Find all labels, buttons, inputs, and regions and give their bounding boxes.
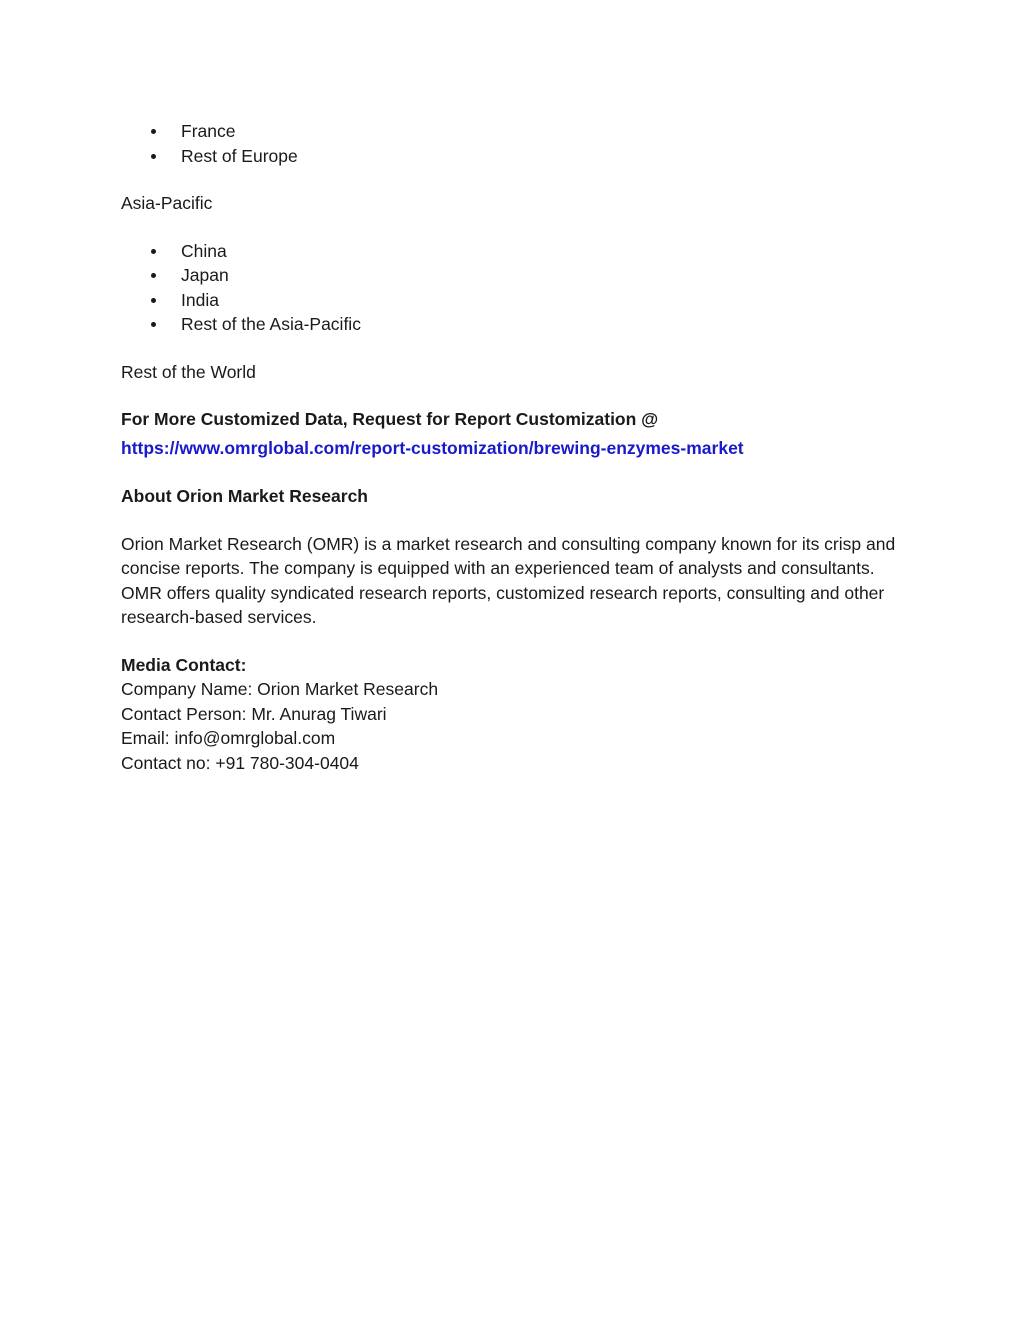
- list-item: France: [121, 119, 921, 144]
- customization-link[interactable]: https://www.omrglobal.com/report-customization/brewing-enzymes-market: [121, 437, 744, 458]
- region-heading-rest-of-world: Rest of the World: [121, 361, 256, 382]
- europe-country-list: [121, 119, 921, 168]
- page-content: [121, 119, 921, 775]
- contact-person: Contact Person: Mr. Anurag Tiwari: [121, 703, 387, 724]
- list-item: Rest of Europe: [121, 144, 921, 169]
- asia-pacific-country-list: [121, 239, 921, 337]
- media-contact-heading: Media Contact:: [121, 654, 247, 675]
- region-heading-asia-pacific: Asia-Pacific: [121, 193, 213, 213]
- customization-request-text: For More Customized Data, Request for Report Customization @: [121, 409, 659, 429]
- contact-phone: Contact no: +91 780-304-0404: [121, 752, 359, 773]
- about-body: Orion Market Research (OMR) is a market research and consulting company known for its crisp and concise reports. The company is equipped with an experienced team of analysts and consultants. OMR offers quality syndicated research reports, customized research reports, consulting and other research-based services.: [121, 533, 896, 627]
- about-heading: About Orion Market Research: [121, 486, 368, 506]
- list-item: Japan: [121, 263, 921, 288]
- list-item: China: [121, 239, 921, 264]
- list-item: India: [121, 288, 921, 313]
- contact-company: Company Name: Orion Market Research: [121, 679, 439, 699]
- contact-email: Email: info@omrglobal.com: [121, 728, 336, 748]
- list-item: Rest of the Asia-Pacific: [121, 312, 921, 337]
